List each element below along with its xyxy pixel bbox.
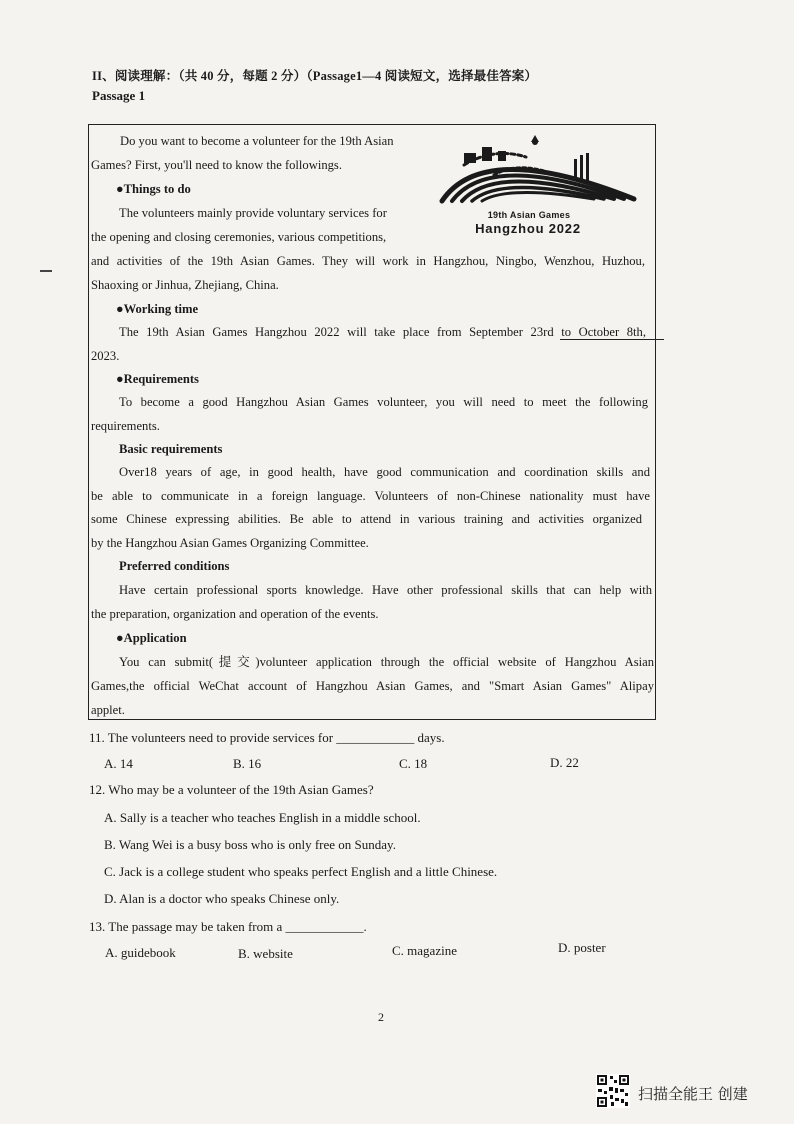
passage-line: the preparation, organization and operation of the events.	[91, 607, 379, 621]
passage-line: 2023.	[91, 349, 120, 363]
subheading-things-to-do: ●Things to do	[116, 182, 191, 196]
q13-option-c: C. magazine	[392, 943, 457, 958]
passage-line: Games,the official WeChat account of Hangzhou Asian Games, and "Smart Asian Games" Alipay	[91, 679, 654, 693]
q13-option-b: B. website	[238, 946, 293, 961]
passage-line: Shaoxing or Jinhua, Zhejiang, China.	[91, 278, 279, 292]
logo-caption-line1: 19th Asian Games	[487, 210, 571, 220]
qr-code-icon	[596, 1074, 630, 1108]
scanner-watermark: 扫描全能王 创建	[638, 1085, 748, 1103]
passage-line: and activities of the 19th Asian Games. They will work in Hangzhou, Ningbo, Wenzhou, Huzhou,	[91, 254, 645, 268]
passage-line: requirements.	[91, 419, 160, 433]
q11-option-d: D. 22	[550, 755, 579, 770]
page-number: 2	[378, 1010, 384, 1024]
passage-title: Passage 1	[92, 88, 146, 103]
passage-line: Do you want to become a volunteer for the 19th Asian	[120, 134, 394, 148]
q11-option-b: B. 16	[233, 756, 262, 771]
q12-option-a: A. Sally is a teacher who teaches English in a middle school.	[104, 810, 421, 825]
passage-line: the opening and closing ceremonies, various competitions,	[91, 230, 387, 244]
passage-line: The volunteers mainly provide voluntary services for	[119, 206, 387, 220]
passage-line: Games? First, you'll need to know the followings.	[91, 158, 342, 172]
scan-smudge	[40, 270, 52, 272]
q13-option-a: A. guidebook	[105, 945, 176, 960]
section-heading: II、阅读理解：（共 40 分，每题 2 分）（Passage1—4 阅读短文，选择最佳答案）	[92, 69, 538, 83]
q11-option-a: A. 14	[104, 756, 133, 771]
passage-line: Have certain professional sports knowledge. Have other professional skills that can help with	[119, 583, 652, 597]
subheading-basic-requirements: Basic requirements	[119, 442, 223, 456]
passage-line: The 19th Asian Games Hangzhou 2022 will take place from September 23rd to October 8th,	[119, 325, 646, 339]
subheading-working-time: ●Working time	[116, 302, 199, 316]
passage-line: applet.	[91, 703, 125, 717]
q12-option-d: D. Alan is a doctor who speaks Chinese only.	[104, 891, 340, 906]
question-13: 13. The passage may be taken from a ____________.	[89, 919, 367, 934]
passage-line: To become a good Hangzhou Asian Games volunteer, you will need to meet the following	[119, 395, 648, 409]
subheading-application: ●Application	[116, 631, 187, 645]
q12-option-c: C. Jack is a college student who speaks perfect English and a little Chinese.	[104, 864, 498, 879]
passage-line: be able to communicate in a foreign language. Volunteers of non-Chinese nationality must have	[91, 489, 650, 503]
passage-line: some Chinese expressing abilities. Be able to attend in various training and activities organized	[91, 512, 642, 526]
question-11: 11. The volunteers need to provide services for ____________ days.	[89, 730, 445, 745]
q12-option-b: B. Wang Wei is a busy boss who is only free on Sunday.	[104, 837, 396, 852]
q13-option-d: D. poster	[558, 940, 606, 955]
passage-line: Over18 years of age, in good health, have good communication and coordination skills and	[119, 465, 650, 479]
question-12: 12. Who may be a volunteer of the 19th Asian Games?	[89, 782, 374, 797]
logo-caption-line2: Hangzhou 2022	[475, 221, 581, 236]
subheading-requirements: ●Requirements	[116, 372, 199, 386]
passage-line: You can submit(提交)volunteer application through the official website of Hangzhou Asian	[119, 655, 654, 669]
subheading-preferred-conditions: Preferred conditions	[119, 559, 230, 573]
q11-option-c: C. 18	[399, 756, 428, 771]
passage-line: by the Hangzhou Asian Games Organizing Committee.	[91, 536, 369, 550]
